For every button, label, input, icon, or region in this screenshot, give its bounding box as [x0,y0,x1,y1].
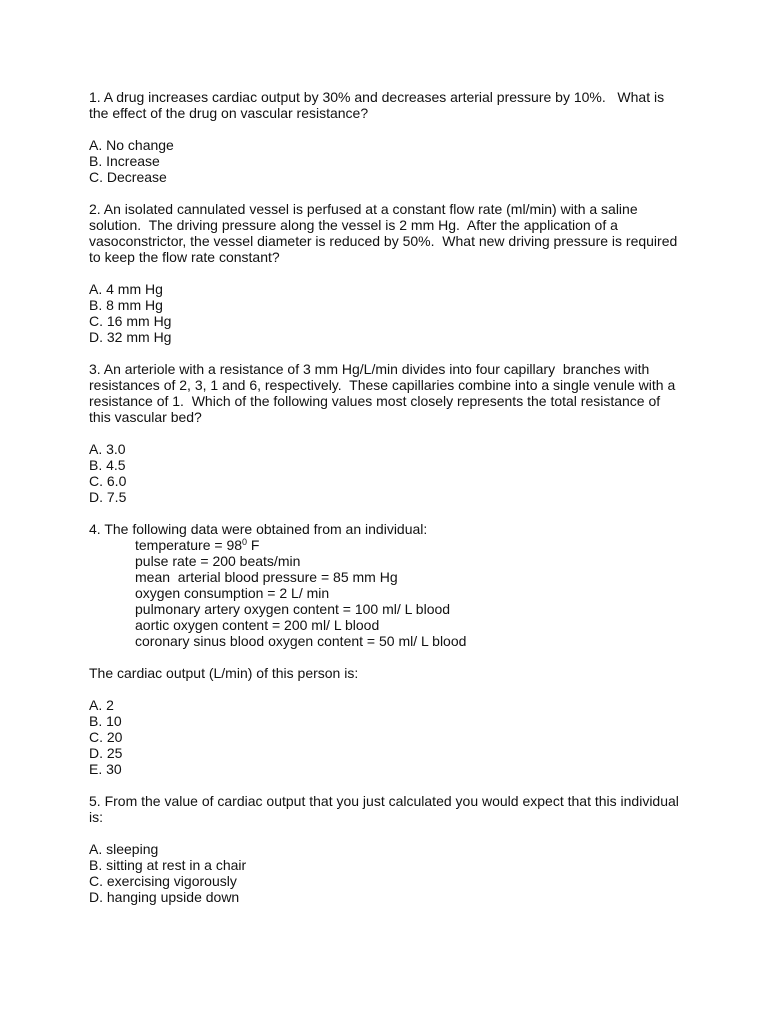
answer-option: C. 6.0 [89,473,127,489]
question-stem-line: resistances of 2, 3, 1 and 6, respectively. These capillaries combine into a single venule with a [89,377,676,393]
answer-option: D. hanging upside down [89,889,240,905]
answer-option: D. 32 mm Hg [89,329,172,345]
answer-option: D. 7.5 [89,489,127,505]
question-stem-line: solution. The driving pressure along the vessel is 2 mm Hg. After the application of a [89,217,618,233]
question-stem-line: to keep the flow rate constant? [89,249,280,265]
answer-option: C. Decrease [89,169,167,185]
question-1 [89,89,689,185]
data-line: pulmonary artery oxygen content = 100 ml/ L blood [135,601,451,617]
data-line: mean arterial blood pressure = 85 mm Hg [135,569,398,585]
question-stem-line: resistance of 1. Which of the following values most closely represents the total resistance of [89,393,661,409]
degree-superscript: 0 [242,537,248,547]
answer-option: D. 25 [89,745,123,761]
question-stem-line: 2. An isolated cannulated vessel is perfused at a constant flow rate (ml/min) with a saline [89,201,638,217]
question-5 [89,793,689,905]
answer-option: A. No change [89,137,174,153]
answer-option: A. 4 mm Hg [89,281,163,297]
question-stem-line: is: [89,809,103,825]
data-line: oxygen consumption = 2 L/ min [135,585,330,601]
data-line: coronary sinus blood oxygen content = 50 ml/ L blood [135,633,467,649]
answer-option: B. sitting at rest in a chair [89,857,247,873]
question-stem-line: 1. A drug increases cardiac output by 30% and decreases arterial pressure by 10%. What is [89,89,665,105]
answer-option: B. 8 mm Hg [89,297,163,313]
answer-option: B. 10 [89,713,122,729]
question-stem-line: the effect of the drug on vascular resistance? [89,105,369,121]
question-stem-line: 3. An arteriole with a resistance of 3 mm Hg/L/min divides into four capillary branches with [89,361,650,377]
temperature-unit: F [247,537,260,553]
question-4 [89,521,689,777]
temperature-value: temperature = 98 [135,537,243,553]
question-stem-line: vasoconstrictor, the vessel diameter is reduced by 50%. What new driving pressure is required [89,233,678,249]
document-page [89,89,689,905]
question-stem-line: 4. The following data were obtained from an individual: [89,521,428,537]
answer-option: C. 16 mm Hg [89,313,172,329]
answer-option: A. 3.0 [89,441,126,457]
question-stem-line: this vascular bed? [89,409,202,425]
answer-option: B. Increase [89,153,160,169]
answer-option: C. 20 [89,729,123,745]
data-line: aortic oxygen content = 200 ml/ L blood [135,617,380,633]
answer-option: B. 4.5 [89,457,126,473]
answer-option: C. exercising vigorously [89,873,237,889]
question-2 [89,201,689,345]
question-prompt: The cardiac output (L/min) of this person is: [89,665,359,681]
answer-option: E. 30 [89,761,122,777]
data-line-temperature [89,537,689,553]
question-stem-line: 5. From the value of cardiac output that you just calculated you would expect that this individual [89,793,679,809]
answer-option: A. 2 [89,697,114,713]
question-3 [89,361,689,505]
answer-option: A. sleeping [89,841,159,857]
data-line: pulse rate = 200 beats/min [135,553,301,569]
